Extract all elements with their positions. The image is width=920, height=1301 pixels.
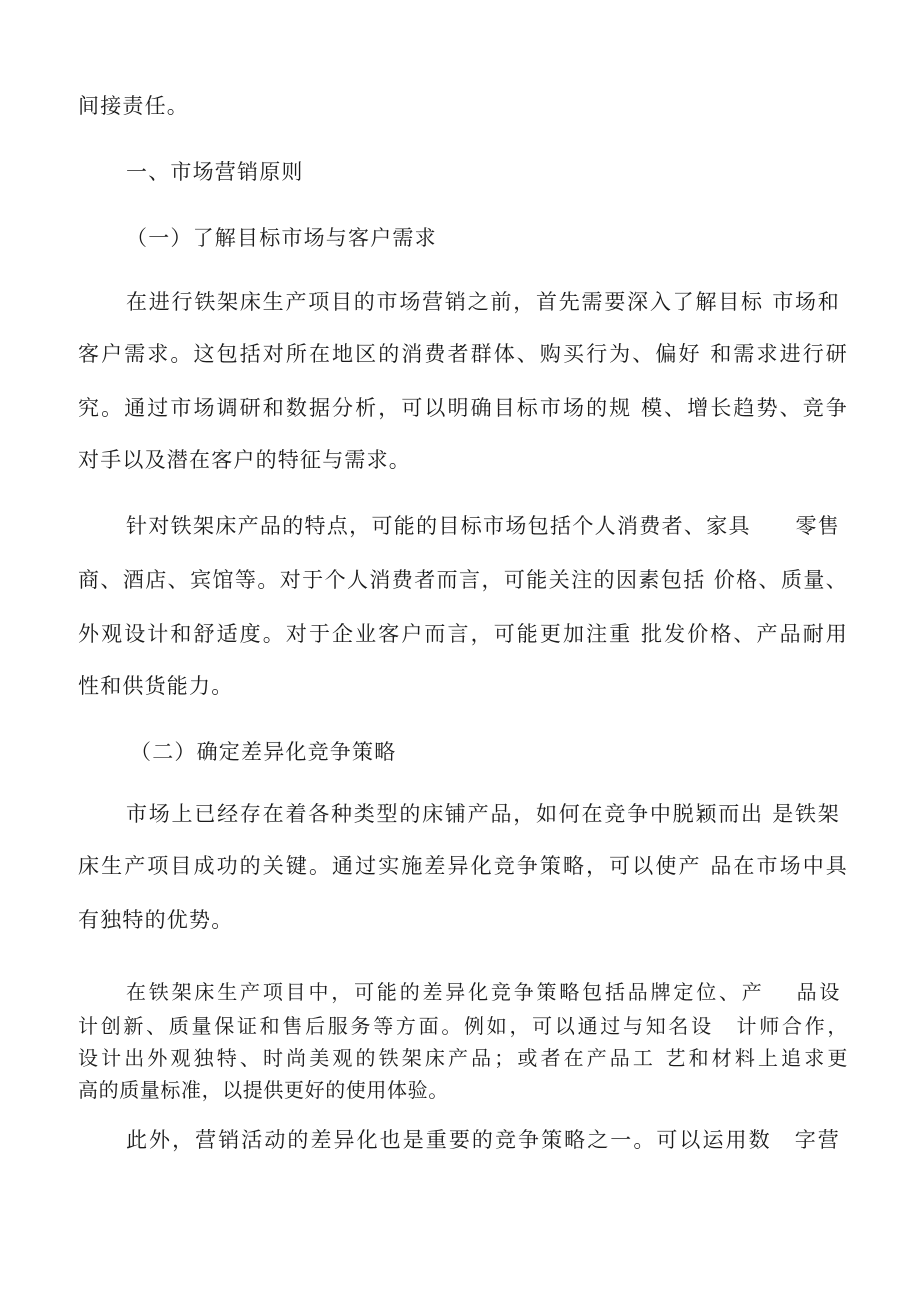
paragraph-5-line-1: 此外，营销活动的差异化也是重要的竞争策略之一。可以运用数 字营 (126, 1128, 840, 1152)
paragraph-1-line-3: 究。通过市场调研和数据分析，可以明确目标市场的规 模、增长趋势、竞争 (78, 396, 848, 420)
text-line-continuation: 间接责任。 (78, 94, 189, 118)
paragraph-1-line-1: 在进行铁架床生产项目的市场营销之前，首先需要深入了解目标 市场和 (126, 290, 840, 314)
subsection-heading-2: （二）确定差异化竞争策略 (130, 740, 397, 764)
paragraph-4-line-3: 设计出外观独特、时尚美观的铁架床产品；或者在产品工 艺和材料上追求更 (78, 1046, 848, 1070)
paragraph-3-line-3: 有独特的优势。 (78, 908, 234, 932)
paragraph-4-line-1: 在铁架床生产项目中，可能的差异化竞争策略包括品牌定位、产 品设 (126, 980, 840, 1004)
paragraph-3-line-2: 床生产项目成功的关键。通过实施差异化竞争策略，可以使产 品在市场中具 (78, 854, 848, 878)
paragraph-1-line-4: 对手以及潜在客户的特征与需求。 (78, 448, 411, 472)
paragraph-2-line-2: 商、酒店、宾馆等。对于个人消费者而言，可能关注的因素包括 价格、质量、 (78, 568, 848, 592)
paragraph-3-line-1: 市场上已经存在着各种类型的床铺产品，如何在竞争中脱颖而出 是铁架 (126, 802, 840, 826)
paragraph-2-line-1: 针对铁架床产品的特点，可能的目标市场包括个人消费者、家具 零售 (126, 514, 840, 538)
paragraph-2-line-4: 性和供货能力。 (78, 674, 234, 698)
paragraph-4-line-4: 高的质量标准，以提供更好的使用体验。 (78, 1078, 449, 1102)
section-heading: 一、市场营销原则 (126, 160, 304, 184)
paragraph-1-line-2: 客户需求。这包括对所在地区的消费者群体、购买行为、偏好 和需求进行研 (78, 342, 848, 366)
paragraph-2-line-3: 外观设计和舒适度。对于企业客户而言，可能更加注重 批发价格、产品耐用 (78, 622, 848, 646)
paragraph-4-line-2: 计创新、质量保证和售后服务等方面。例如，可以通过与知名设 计师合作， (78, 1014, 848, 1038)
subsection-heading-1: （一）了解目标市场与客户需求 (126, 226, 437, 250)
